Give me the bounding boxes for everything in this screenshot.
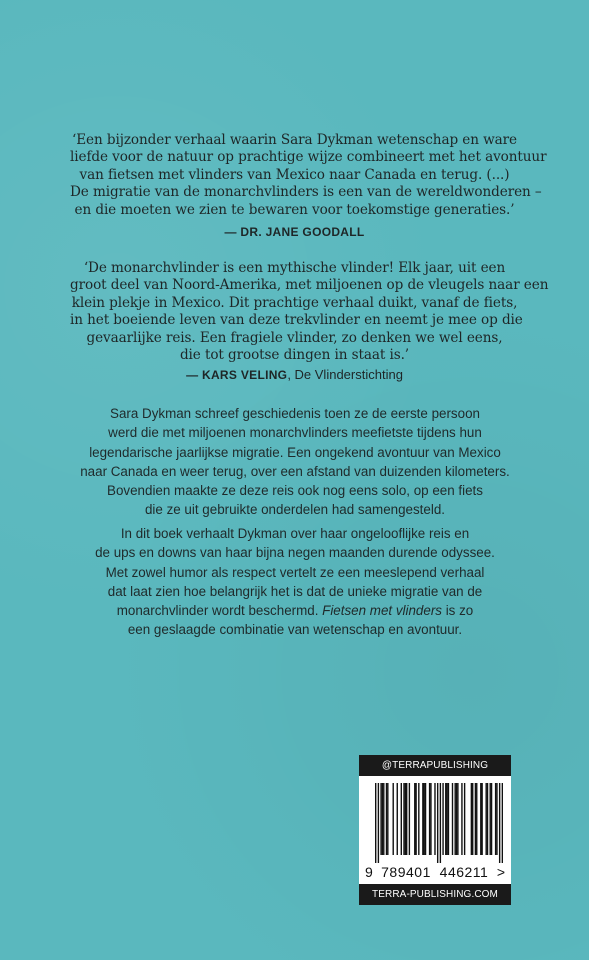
barcode-bar xyxy=(485,783,486,855)
blurb-paragraph-1 xyxy=(60,404,530,520)
blurb-line: dat laat zien hoe belangrijk het is dat de unieke migratie van de xyxy=(107,583,483,599)
barcode-bar xyxy=(401,783,402,855)
blurb-line: die ze uit gebruikte onderdelen had samengesteld. xyxy=(144,502,445,518)
barcode-bar xyxy=(475,783,476,855)
barcode-bar xyxy=(476,783,477,855)
barcode-bar xyxy=(406,783,407,855)
blurb-line: naar Canada en weer terug, over een afstand van duizenden kilometers. xyxy=(80,463,510,479)
barcode-bar xyxy=(422,783,423,855)
barcode-bar xyxy=(454,783,455,855)
quote-line: klein plekje in Mexico. Dit prachtige verhaal duikt, vanaf de fiets, xyxy=(71,294,518,311)
barcode-bar xyxy=(471,783,472,855)
barcode-bar xyxy=(457,783,458,855)
barcode-bar xyxy=(472,783,473,855)
blurb-text: is zo xyxy=(441,603,474,619)
barcode-bar xyxy=(491,783,492,855)
quote-line: De migratie van de monarchvlinders is een van de wereldwonderen – xyxy=(70,184,542,201)
barcode-bar xyxy=(461,783,462,855)
quote-line: liefde voor de natuur op prachtige wijze combineert met het avontuur xyxy=(70,149,547,166)
attribution-org: , De Vlinderstichting xyxy=(287,367,403,382)
blurb-line: Bovendien maakte ze deze reis ook nog eens solo, op een fiets xyxy=(107,483,483,499)
quote-line: groot deel van Noord-Amerika, met miljoenen op de vleugels naar een xyxy=(70,277,549,294)
quote-line: ‘Een bijzonder verhaal waarin Sara Dykman wetenschap en ware xyxy=(72,132,517,148)
barcode-bar xyxy=(386,783,387,855)
publisher-website: TERRA-PUBLISHING.COM xyxy=(359,884,511,905)
barcode-bar xyxy=(487,783,488,855)
barcode-bar xyxy=(442,783,443,855)
publisher-handle: @TERRAPUBLISHING xyxy=(359,755,511,776)
barcode-bar xyxy=(496,783,497,855)
quote-line: ‘De monarchvlinder is een mythische vlinder! Elk jaar, uit een xyxy=(83,260,506,276)
blurb-line: een geslaagde combinatie van wetenschap en avontuur. xyxy=(127,622,463,638)
quote-line: van fietsen met vlinders van Mexico naar Canada en terug. (...) xyxy=(79,166,510,183)
barcode-block xyxy=(359,755,511,905)
blurb-line: werd die met miljoenen monarchvlinders meefietste tijdens hun xyxy=(108,425,482,441)
quote-line: gevaarlijke reis. Een fragiele vlinder, zo denken we wel eens, xyxy=(86,329,503,346)
blurb-line: Met zowel humor als respect vertelt ze een meeslepend verhaal xyxy=(105,564,485,580)
barcode-bar xyxy=(425,783,426,855)
barcode-bar xyxy=(418,783,419,855)
barcode-bar xyxy=(445,783,446,855)
blurb-text: monarchvlinder wordt beschermd. xyxy=(116,603,323,619)
barcode-bar xyxy=(382,783,383,855)
isbn-digits xyxy=(365,863,507,881)
isbn-group-left: 789401 xyxy=(381,864,431,880)
barcode-bar xyxy=(490,783,491,855)
blurb-line: de ups en downs van haar bijna negen maanden durende odyssee. xyxy=(95,545,495,561)
barcode-bar xyxy=(480,783,481,855)
isbn-lead-digit: 9 xyxy=(365,864,373,880)
barcode-bar xyxy=(437,783,438,863)
barcode-bar xyxy=(481,783,482,855)
barcode-bar xyxy=(502,783,503,863)
barcode-bar xyxy=(446,783,447,855)
barcode-bar xyxy=(415,783,416,855)
barcode-bar xyxy=(452,783,453,855)
barcode-bar xyxy=(393,783,394,855)
quote-line: en die moeten we zien te bewaren voor toekomstige generaties.’ xyxy=(74,201,515,218)
veling-quote xyxy=(70,260,549,364)
barcode-bar xyxy=(375,783,376,863)
barcode-bar xyxy=(448,783,449,855)
blurb-paragraph-2 xyxy=(60,524,530,640)
attribution-name: — KARS VELING xyxy=(186,368,288,382)
goodall-quote xyxy=(70,132,547,219)
barcode-bar xyxy=(464,783,465,855)
barcode-bar xyxy=(414,783,415,855)
barcode-bar xyxy=(424,783,425,855)
barcode-bar xyxy=(378,783,379,863)
barcode-bar xyxy=(430,783,431,855)
quote-line: die tot grootse dingen in staat is.’ xyxy=(179,347,410,364)
book-title: Fietsen met vlinders xyxy=(322,603,442,619)
barcode-bar xyxy=(429,783,430,855)
quote-line: in het boeiende leven van deze trekvlinder en neemt je mee op die xyxy=(70,312,523,329)
blurb-line: Sara Dykman schreef geschiedenis toen ze de eerste persoon xyxy=(110,406,480,421)
barcode-bar xyxy=(495,783,496,855)
barcode-bar xyxy=(387,783,388,855)
barcode-bar xyxy=(409,783,410,855)
barcode-bar xyxy=(405,783,406,855)
isbn-trail-mark: > xyxy=(496,864,505,880)
barcode-bar xyxy=(403,783,404,855)
barcode-bar xyxy=(456,783,457,855)
isbn-group-right: 446211 xyxy=(439,864,489,880)
blurb-line: In dit boek verhaalt Dykman over haar ongelooflijke reis en xyxy=(120,526,470,541)
barcode-bar xyxy=(440,783,441,863)
barcode-bars xyxy=(375,783,503,863)
blurb-line: legendarische jaarlijkse migratie. Een ongekend avontuur van Mexico xyxy=(89,444,501,460)
barcode-bar xyxy=(397,783,398,855)
goodall-attribution xyxy=(0,225,589,239)
barcode-bar xyxy=(383,783,384,855)
barcode-bar xyxy=(499,783,500,863)
veling-attribution xyxy=(0,367,589,382)
blurb-line xyxy=(60,601,530,620)
attribution-name: — DR. JANE GOODALL xyxy=(224,225,365,239)
barcode-bar xyxy=(434,783,435,855)
barcode-bar xyxy=(380,783,381,855)
